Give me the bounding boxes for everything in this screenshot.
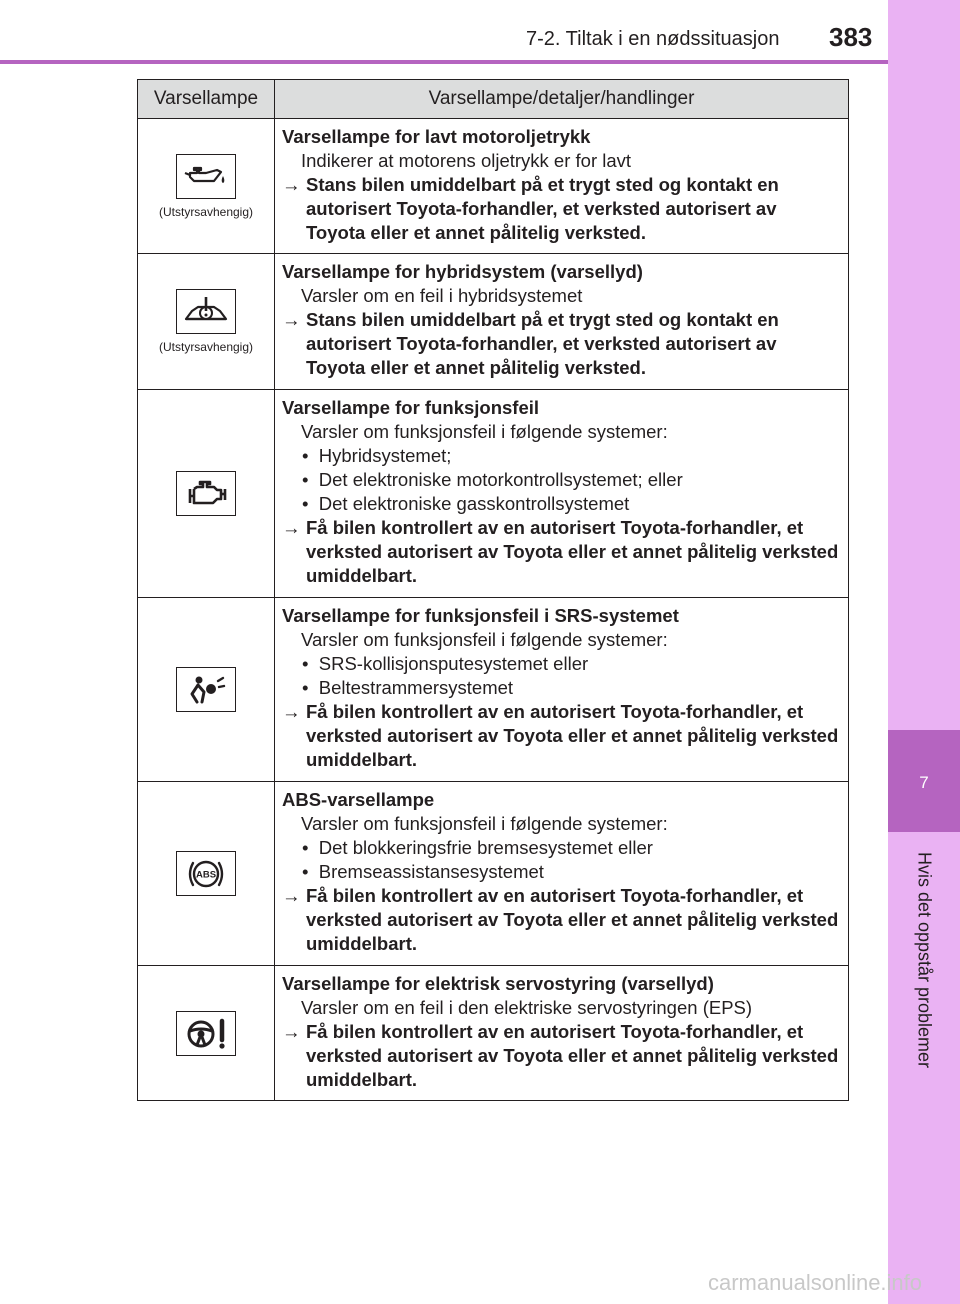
light-title: Varsellampe for hybridsystem (varsellyd) [282,261,643,282]
list-item-text: Beltestrammersystemet [318,677,514,698]
action-instruction [282,700,840,772]
arrow-icon: → [282,309,301,330]
chapter-side-tab [888,0,960,1304]
details-cell [275,390,849,598]
abs-icon [176,851,236,896]
table-header-row [138,80,849,119]
action-text: Få bilen kontrollert av en autorisert Toyota-forhandler, et verksted autorisert av Toyota eller et annet pålitelig verksted umiddelbart. [306,517,839,586]
icon-cell [138,254,275,390]
light-title: Varsellampe for lavt motoroljetrykk [282,126,591,147]
icon-cell [138,390,275,598]
light-title: Varsellampe for funksjonsfeil [282,397,540,418]
table-row [138,782,849,966]
list-item-text: Hybridsystemet; [318,445,452,466]
availability-note: (Utstyrsavhengig) [158,340,254,354]
chapter-number: 7 [919,773,929,792]
details-cell [275,119,849,254]
icon-cell [138,966,275,1101]
list-item: • Det elektroniske motorkontrollsystemet; eller [302,469,683,490]
light-title: Varsellampe for elektrisk servostyring (varsellyd) [282,973,714,994]
arrow-icon: → [282,1021,301,1042]
action-instruction [282,1020,840,1092]
action-instruction [282,308,840,380]
arrow-icon: → [282,174,301,195]
header-divider [0,60,888,64]
action-text: Få bilen kontrollert av en autorisert Toyota-forhandler, et verksted autorisert av Toyota eller et annet pålitelig verksted umiddelbart. [306,885,839,954]
action-instruction [282,516,840,588]
check-engine-icon [176,471,236,516]
arrow-icon: → [282,517,301,538]
action-text: Få bilen kontrollert av en autorisert Toyota-forhandler, et verksted autorisert av Toyota eller et annet pålitelig verksted umiddelbart. [306,1021,839,1090]
list-item-text: Det blokkeringsfrie bremsesystemet eller [318,837,653,858]
action-text: Stans bilen umiddelbart på et trygt sted og kontakt en autorisert Toyota-forhandler, et verksted autorisert av Toyota eller et annet pålitelig verksted. [306,174,779,243]
list-item: • SRS-kollisjonsputesystemet eller [302,653,589,674]
light-description: Varsler om en feil i hybridsystemet [301,285,583,306]
light-title: Varsellampe for funksjonsfeil i SRS-systemet [282,605,679,626]
watermark: carmanualsonline.info [708,1270,923,1295]
column-header-light: Varsellampe [138,80,275,119]
details-cell [275,598,849,782]
section-title: 7-2. Tiltak i en nødssituasjon [526,28,780,50]
list-item: • Det elektroniske gasskontrollsystemet [302,493,630,514]
list-item-text: SRS-kollisjonsputesystemet eller [318,653,589,674]
table-row [138,390,849,598]
light-description: Varsler om funksjonsfeil i følgende systemer: [301,421,668,442]
icon-cell [138,782,275,966]
list-item-text: Det elektroniske motorkontrollsystemet; eller [318,469,683,490]
table-row [138,966,849,1101]
arrow-icon: → [282,885,301,906]
arrow-icon: → [282,701,301,722]
light-description: Varsler om en feil i den elektriske servostyringen (EPS) [301,997,753,1018]
details-cell [275,782,849,966]
abs-icon-label: ABS [195,869,217,881]
light-description: Varsler om funksjonsfeil i følgende systemer: [301,813,668,834]
list-item: • Det blokkeringsfrie bremsesystemet eller [302,837,653,858]
list-item: • Bremseassistansesystemet [302,861,544,882]
table-row [138,254,849,390]
srs-airbag-icon [176,667,236,712]
list-item-text: Bremseassistansesystemet [318,861,544,882]
action-text: Få bilen kontrollert av en autorisert Toyota-forhandler, et verksted autorisert av Toyota eller et annet pålitelig verksted umiddelbart. [306,701,839,770]
page-number: 383 [829,22,873,52]
list-item-text: Det elektroniske gasskontrollsystemet [318,493,630,514]
details-cell [275,254,849,390]
column-header-details: Varsellampe/detaljer/handlinger [275,80,849,119]
oil-pressure-icon [176,154,236,199]
light-title: ABS-varsellampe [282,789,435,810]
availability-note: (Utstyrsavhengig) [158,204,254,219]
warning-light-table [137,79,849,1101]
list-item: • Beltestrammersystemet [302,677,514,698]
action-instruction [282,173,840,245]
power-steering-icon [176,1011,236,1056]
icon-cell [138,119,275,254]
hybrid-system-icon [176,289,236,334]
details-cell [275,966,849,1101]
action-text: Stans bilen umiddelbart på et trygt sted og kontakt en autorisert Toyota-forhandler, et verksted autorisert av Toyota eller et annet pålitelig verksted. [306,309,779,378]
icon-cell [138,598,275,782]
list-item: • Hybridsystemet; [302,445,452,466]
table-row [138,598,849,782]
light-description: Indikerer at motorens oljetrykk er for lavt [301,150,632,171]
chapter-title: Hvis det oppstår problemer [914,851,935,1069]
action-instruction [282,884,840,956]
table-row [138,119,849,254]
light-description: Varsler om funksjonsfeil i følgende systemer: [301,629,668,650]
